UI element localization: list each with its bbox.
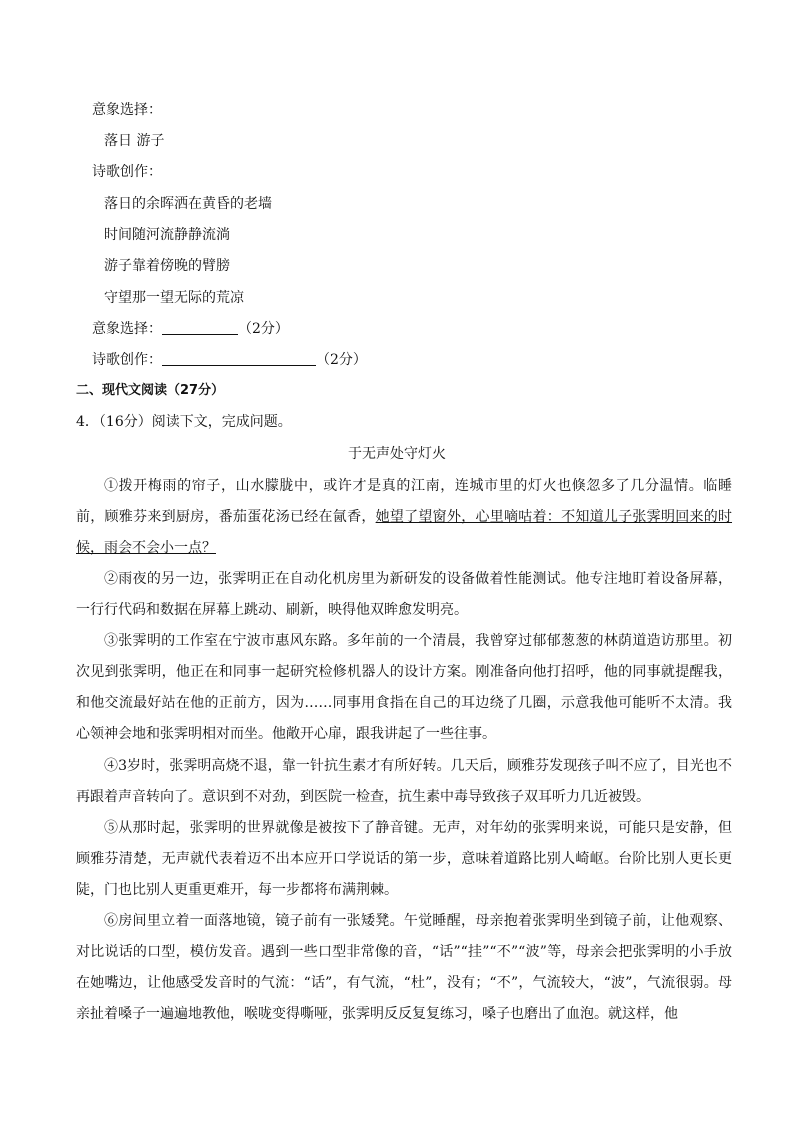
article-paragraph-1: ①拨开梅雨的帘子，山水朦胧中，或许才是真的江南，连城市里的灯火也倏忽多了几分温情。临睡前，顾雅芬来到厨房，番茄蛋花汤已经在氤香，她望了望窗外，心里嘀咕着：不知道儿子张霁明回来的时候，雨会不会小一点？	[76, 478, 733, 556]
answer-image-blank[interactable]	[162, 320, 238, 335]
article-paragraph-6: ⑥房间里立着一面落地镜，镜子前有一张矮凳。午觉睡醒，母亲抱着张霁明坐到镜子前，让他观察、对比说话的口型，模仿发音。遇到一些口型非常像的音，“话”“挂”“不”“波”等，母亲会把张霁明的小手放在她嘴边，让他感受发音时的气流：“话”，有气流，“杜”，没有；“不”，气流较大，“波”，气流很弱。母亲扯着嗓子一遍遍地教他，喉咙变得嘶哑，张霁明反反复复练习，嗓子也磨出了血泡。就这样，他	[76, 913, 732, 1022]
poem-line: 守望那一望无际的荒凉	[104, 290, 244, 306]
poem-line: 时间随河流静静流淌	[104, 227, 230, 243]
answer-poem-label: 诗歌创作：	[92, 352, 162, 368]
poem-creation-label: 诗歌创作：	[92, 164, 162, 180]
underlined-sentence: 她望了望窗外，心里嘀咕着：不知道儿子张霁明回来的时候，雨会不会小一点？	[76, 509, 733, 556]
poem-line: 游子靠着傍晚的臂膀	[104, 258, 230, 274]
article-paragraph-2: ②雨夜的另一边，张霁明正在自动化机房里为新研发的设备做着性能测试。他专注地盯着设备屏幕，一行行代码和数据在屏幕上跳动、刷新，映得他双眸愈发明亮。	[76, 571, 732, 618]
question-prompt: 4．（16分）阅读下文，完成问题。	[76, 414, 292, 430]
poem-line: 落日的余晖洒在黄昏的老墙	[104, 196, 272, 212]
article-paragraph-3: ③张霁明的工作室在宁波市惠风东路。多年前的一个清晨，我曾穿过郁郁葱葱的林荫道造访那里。初次见到张霁明，他正在和同事一起研究检修机器人的设计方案。刚准备向他打招呼，他的同事就提醒我，和他交流最好站在他的正前方，因为……同事用食指在自己的耳边绕了几圈，示意我他可能听不太清。我心领神会地和张霁明相对而坐。他敞开心扉，跟我讲起了一些往事。	[76, 633, 732, 742]
answer-poem-blank[interactable]	[162, 351, 316, 366]
answer-image-label: 意象选择：	[92, 321, 162, 337]
image-selection-label: 意象选择：	[92, 102, 162, 118]
image-selection-value: 落日 游子	[104, 133, 165, 149]
article-paragraph-4: ④3岁时，张霁明高烧不退，靠一针抗生素才有所好转。几天后，顾雅芬发现孩子叫不应了，目光也不再跟着声音转向了。意识到不对劲，到医院一检查，抗生素中毒导致孩子双耳听力几近被毁。	[76, 758, 732, 805]
answer-poem-score: （2分）	[316, 352, 367, 368]
article-paragraph-5: ⑤从那时起，张霁明的世界就像是被按下了静音键。无声，对年幼的张霁明来说，可能只是安静，但顾雅芬清楚，无声就代表着迈不出本应开口学说话的第一步，意味着道路比别人崎岖。台阶比别人更长更陡，门也比别人更重更难开，每一步都将布满荆棘。	[76, 820, 732, 898]
section-heading: 二、现代文阅读（27分）	[76, 383, 225, 398]
article-title: 于无声处守灯火	[348, 446, 446, 462]
answer-image-score: （2分）	[238, 321, 289, 337]
answer-image-row	[92, 319, 289, 339]
answer-poem-row	[92, 350, 367, 370]
